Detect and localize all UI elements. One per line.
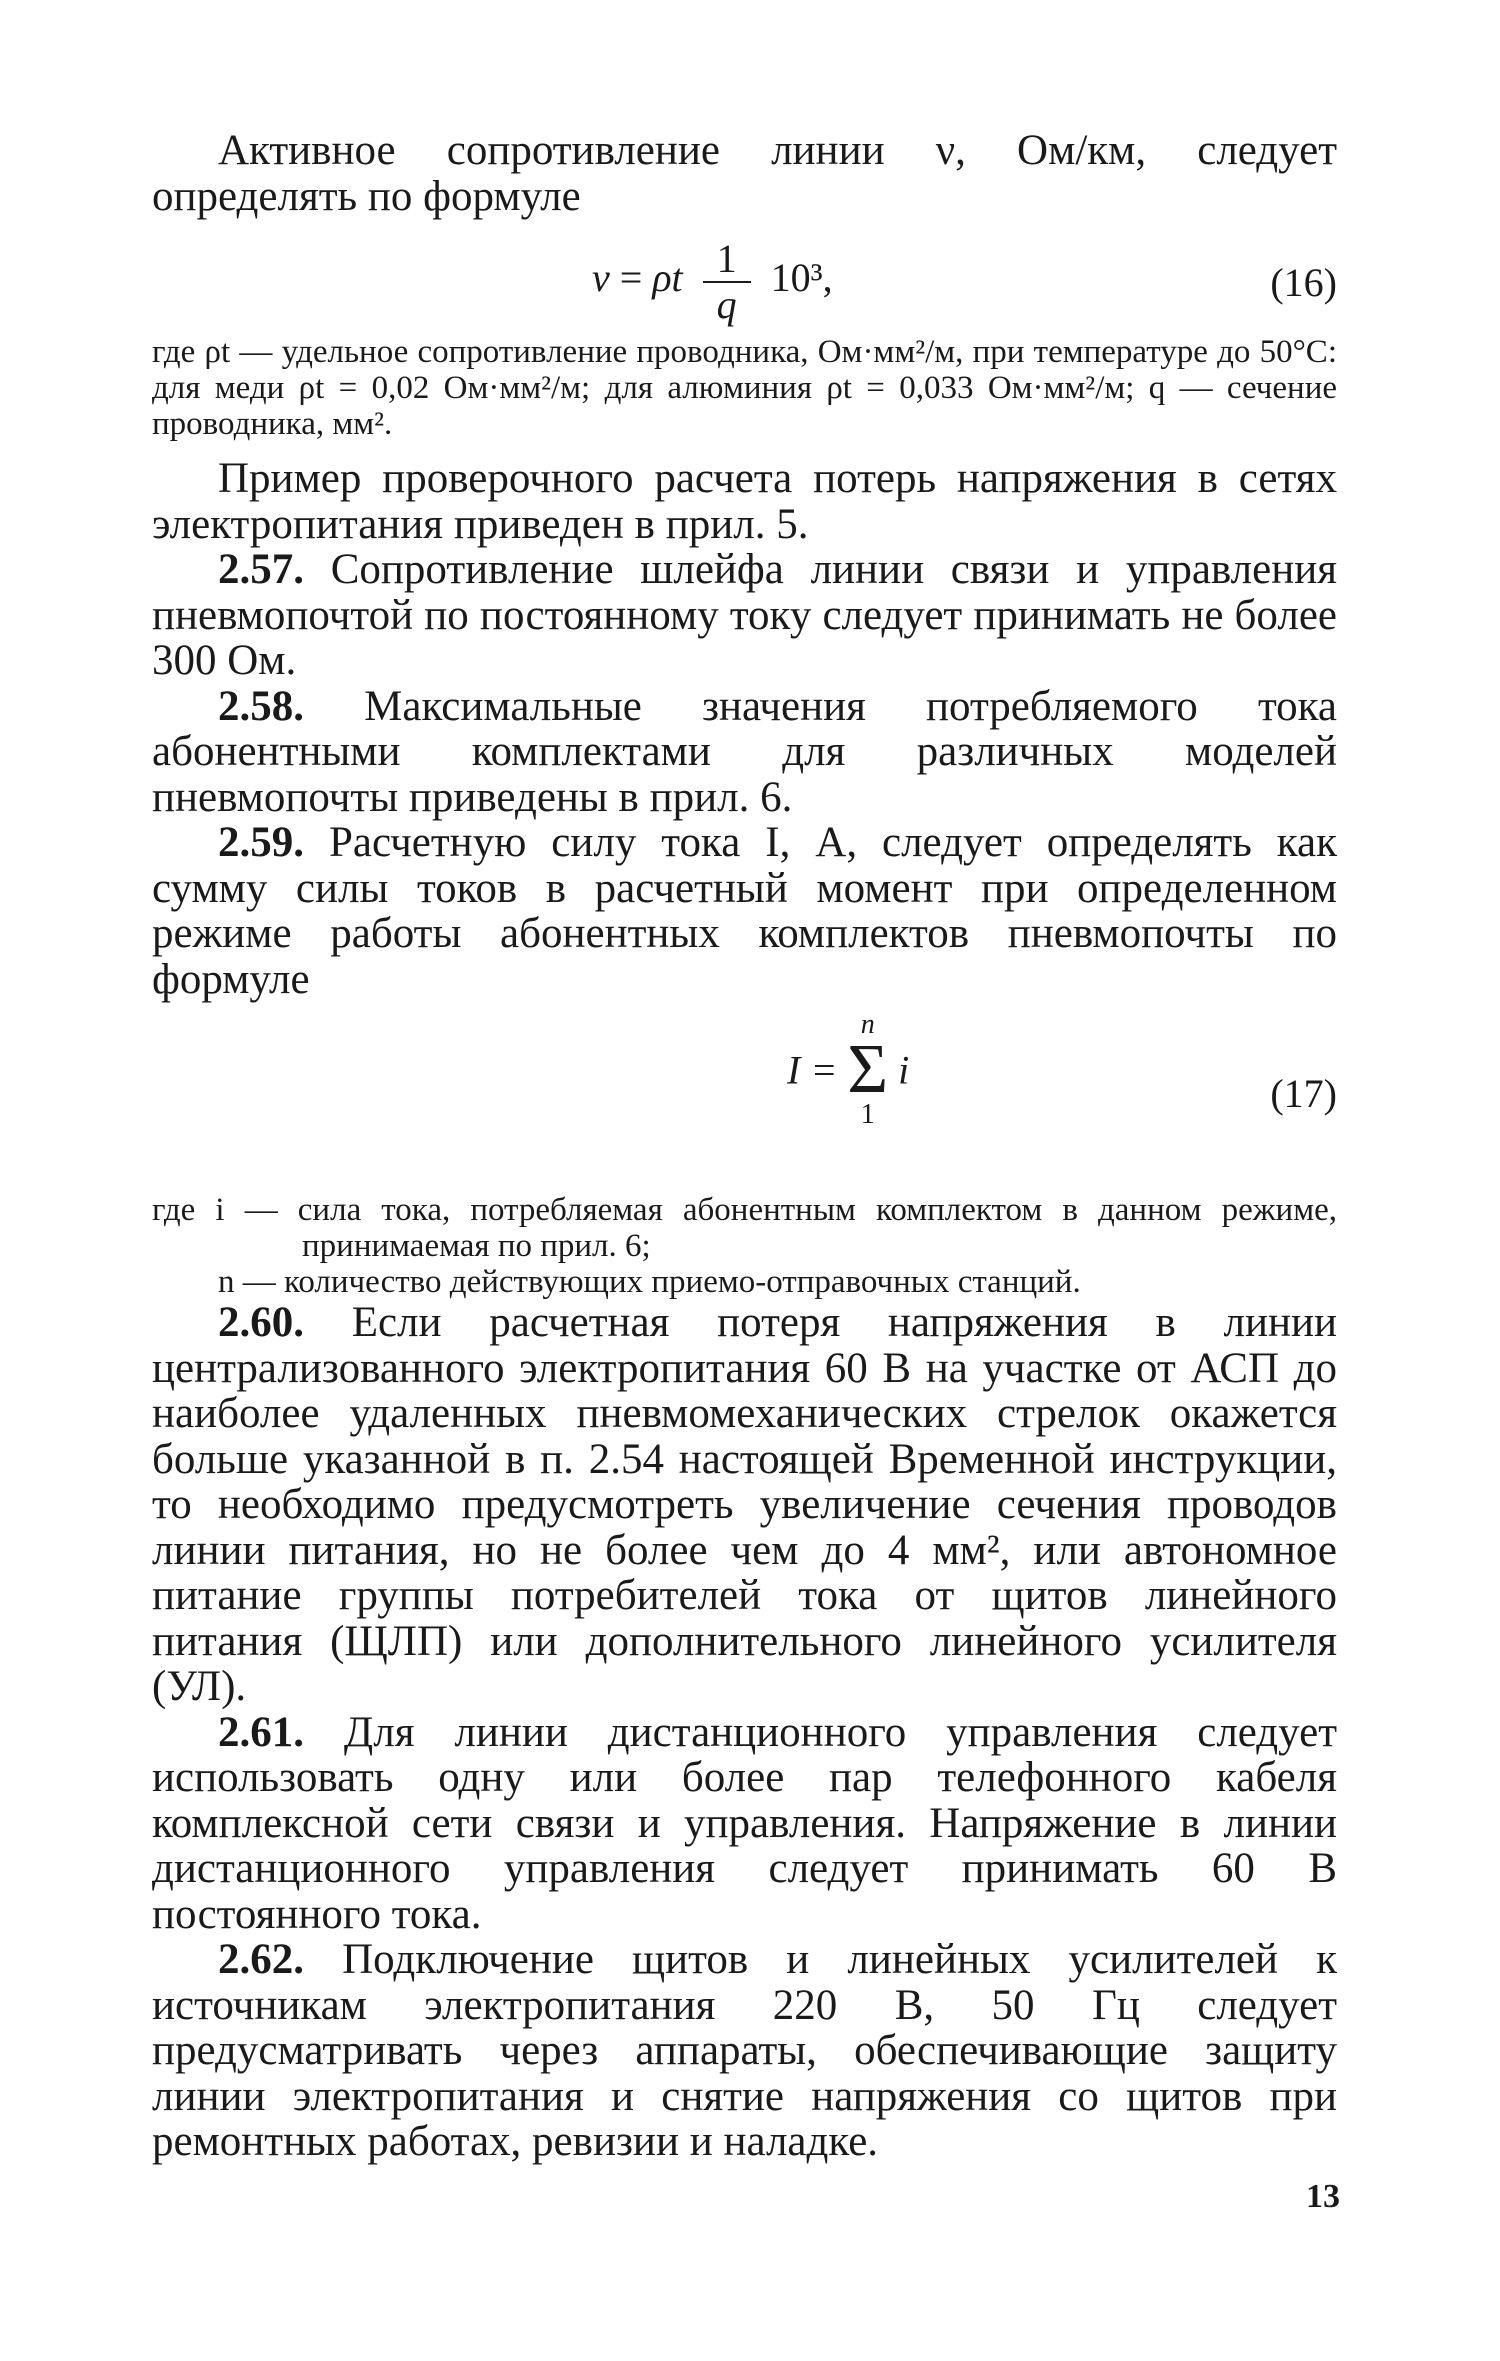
paragraph-2-58-text: Максимальные значения потребляемого тока абонентными комплектами для различных моделей пневмопочты приведены в прил. 6. [152, 682, 1338, 821]
formula-16-lhs: ν [592, 255, 610, 301]
formula-16-power: 10³, [770, 255, 833, 301]
where-17-line-1: где i — сила тока, потребляемая абонентным комплектом в данном режиме, принимаемая по прил. 6; [152, 1192, 1337, 1264]
paragraph-2-58 [152, 684, 1337, 821]
paragraph-2-59-text: Расчетную силу тока I, А, следует определять как сумму силы токов в расчетный момент при определенном режиме работы абонентных комплектов пневмопочты по формуле [152, 819, 1337, 1003]
formula-16-denominator: q [716, 282, 737, 327]
formula-16: ν = ρt $\frac{1}{q}$ 10³, (16) [592, 236, 1337, 327]
formula-16-label: (16) [1270, 260, 1337, 305]
page-body [152, 128, 1337, 2165]
formula-17-sigma: n Σ 1 [847, 1009, 889, 1130]
paragraph-2-59 [152, 820, 1337, 1002]
formula-17-lower: 1 [860, 1099, 875, 1130]
paragraph-2-62 [152, 1937, 1337, 2165]
paragraph-2-60 [152, 1300, 1337, 1710]
formula-17-upper: n [860, 1009, 875, 1040]
paragraph-2-57 [152, 547, 1337, 684]
paragraph-2-61 [152, 1710, 1337, 1938]
formula-17-lhs: I = [787, 1047, 838, 1093]
formula-17 [152, 1002, 1337, 1192]
paragraph-2-57-number: 2.57. [218, 546, 304, 593]
paragraph-2-57-text: Сопротивление шлейфа линии связи и управления пневмопочтой по постоянному току следует принимать не более 300 Ом. [152, 546, 1337, 684]
paragraph-2-62-text: Подключение щитов и линейных усилителей к источникам электропитания 220 В, 50 Гц следует предусматривать через аппараты, обеспечивающие защиту линии электропитания и снятие напряжения со щитов при ремонтных работах, ревизии и наладке. [152, 1936, 1337, 2165]
formula-17-label: (17) [1270, 1071, 1337, 1116]
where-16: где ρt — удельное сопротивление проводника, Ом·мм²/м, при температуре до 50°С: для меди ρt = 0,02 Ом·мм²/м; для алюминия ρt = 0,033 Ом·мм²/м; q — сечение проводника, мм². [152, 334, 1337, 442]
paragraph-2-61-text: Для линии дистанционного управления следует использовать одну или более пар телефонного кабеля комплексной сети связи и управления. Напряжение в линии дистанционного управления следует принимать 60 В постоянного тока. [152, 1708, 1337, 1938]
formula-16-fraction [703, 237, 751, 327]
page-number: 13 [1306, 2178, 1340, 2215]
paragraph-2-58-number: 2.58. [218, 682, 304, 730]
formula-17-term: i [898, 1047, 910, 1093]
paragraph-2-62-number: 2.62. [218, 1936, 304, 1983]
paragraph-2-59-number: 2.59. [218, 819, 304, 866]
formula-16-rho: ρt [652, 255, 683, 301]
paragraph-2-60-number: 2.60. [218, 1299, 304, 1346]
where-17-line-2: n — количество действующих приемо-отправочных станций. [218, 1264, 1081, 1300]
example-paragraph: Пример проверочного расчета потерь напряжения в сетях электропитания приведен в прил. 5. [152, 455, 1337, 548]
formula-16-numerator: 1 [703, 237, 751, 283]
paragraph-2-61-number: 2.61. [218, 1708, 304, 1756]
paragraph-2-60-text: Если расчетная потеря напряжения в линии централизованного электропитания 60 В на участке от АСП до наиболее удаленных пневмомеханических стрелок окажется больше указанной в п. 2.54 настоящей Временной инструкции, то необходимо предусмотреть увеличение сечения проводов линии питания, но не более чем до 4 мм², или автономное питание группы потребителей тока от щитов линейного питания (ЩЛП) или дополнительного линейного усилителя (УЛ). [152, 1299, 1337, 1710]
intro-paragraph: Активное сопротивление линии ν, Ом/км, следует определять по формуле [152, 127, 1337, 220]
